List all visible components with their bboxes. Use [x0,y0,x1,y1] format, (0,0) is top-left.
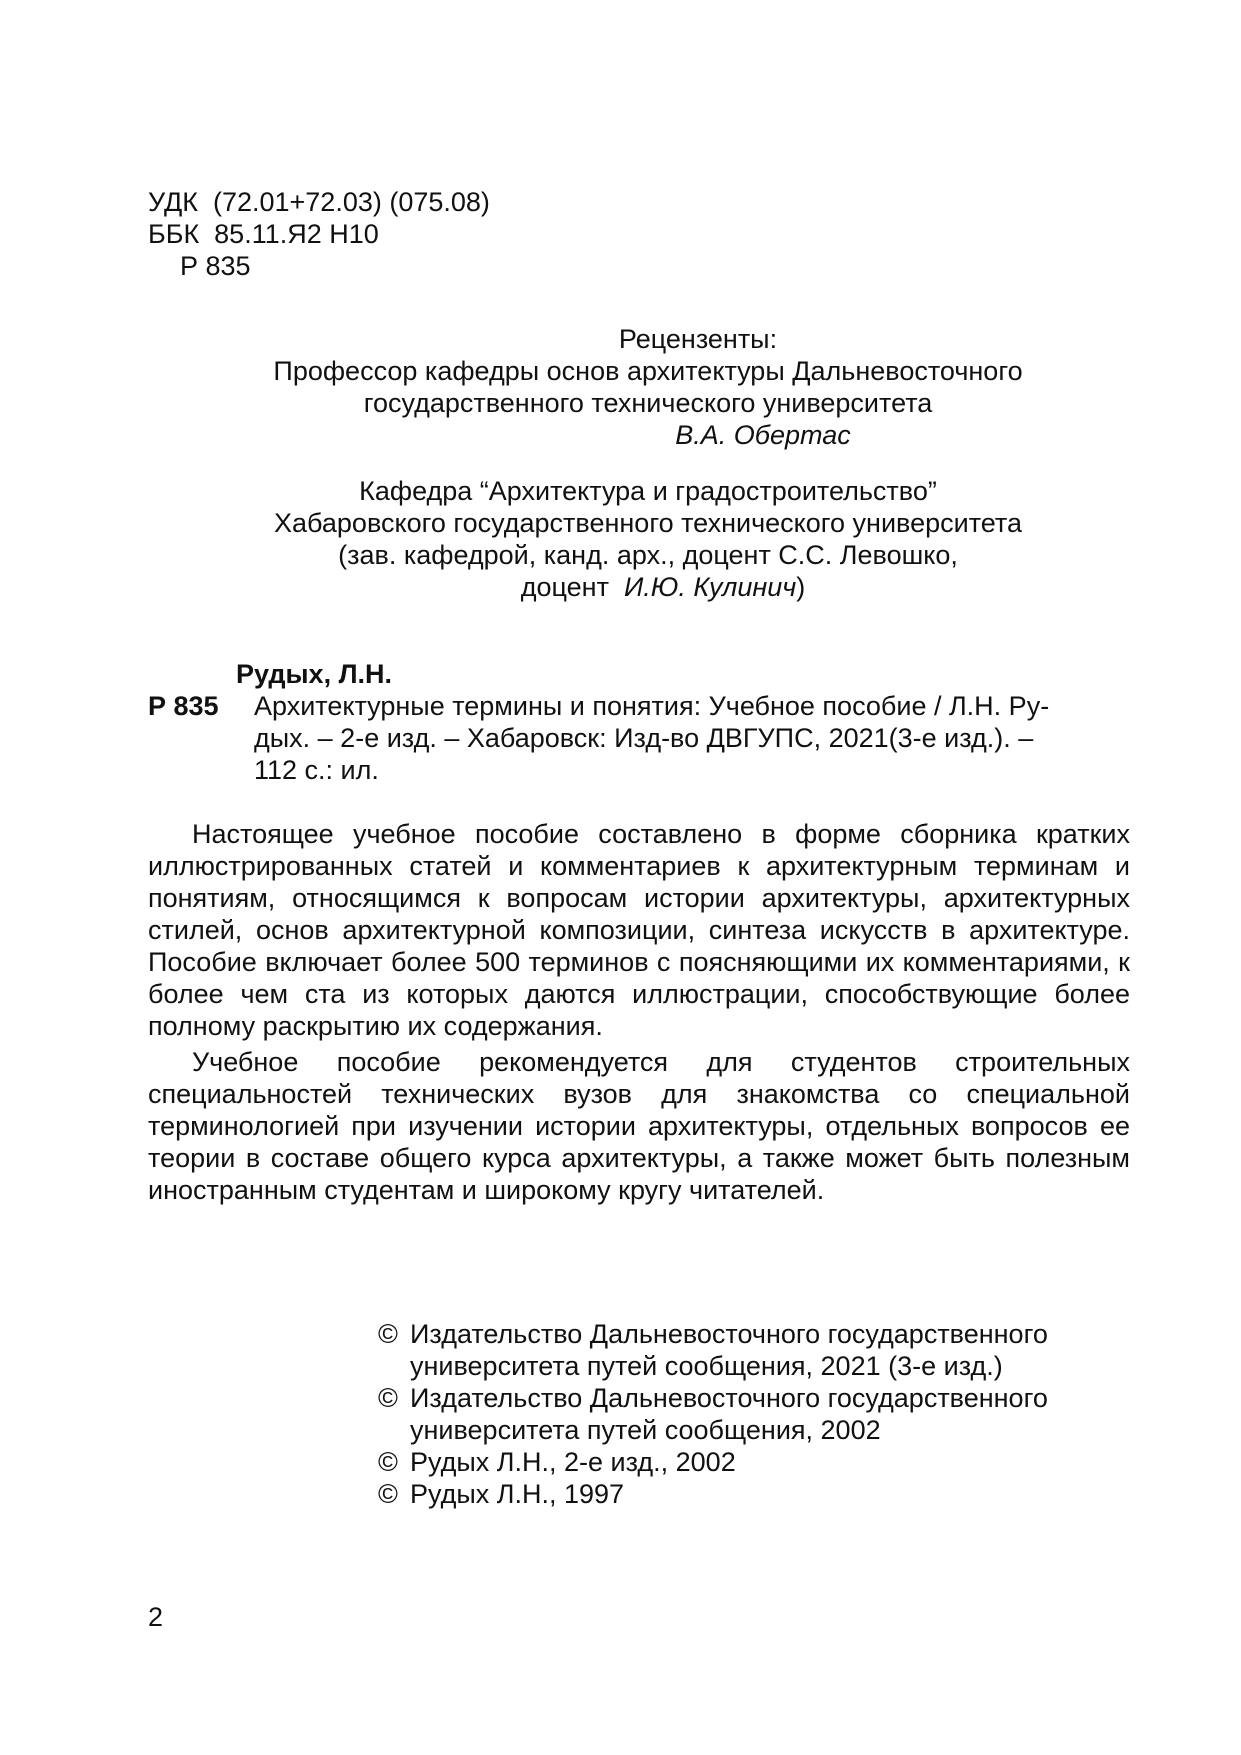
reviewer2-line3: (зав. кафедрой, канд. арх., доцент С.С. Левошко, [338,540,958,570]
copyright-symbol: © [378,1383,398,1413]
reviewer1-line2: государственного технического университета [363,388,933,418]
copyright-symbol: © [378,1319,398,1349]
copyright-text: Рудых Л.Н., 1997 [410,1479,625,1509]
copyright-text: Издательство Дальневосточного государственного университета путей сообщения, 2002 [410,1383,1048,1445]
abstract [148,818,1130,1206]
reviewers-spacer [148,451,1148,475]
bbk-code: ББК 85.11.Я2 Н10 [148,219,379,249]
reviewers-heading: Рецензенты: [618,324,778,354]
reviewer2-line1: Кафедра “Архитектура и градостроительство” [359,476,937,506]
copyright-item [378,1318,1138,1382]
reviewer1-line1: Профессор кафедры основ архитектуры Дальневосточного [273,356,1023,386]
copyright-item [378,1478,1138,1510]
biblio-line1: Архитектурные термины и понятия: Учебное пособие / Л.Н. Ру- [254,691,1050,721]
copyright-symbol: © [378,1447,398,1477]
copyright-text: Издательство Дальневосточного государственного университета путей сообщения, 2021 (3-е изд.) [410,1319,1048,1381]
reviewers-block [148,323,1148,603]
page-number: 2 [148,1602,164,1632]
biblio-line3: 112 с.: ил. [254,755,379,785]
reviewer2-line4-suffix: ) [796,572,806,602]
reviewer1-name: В.А. Обертас [675,420,851,450]
biblio-author: Рудых, Л.Н. [236,659,393,689]
abstract-paragraph-2: Учебное пособие рекомендуется для студентов строительных специальностей технических вузов для знакомства со специальной терминологией при изучении истории архитектуры, отдельных вопросов ее теории в составе общего курса архитектуры, а также может быть полезным иностранным студентам и широкому кругу читателей. [148,1047,1130,1205]
reviewer2-line2: Хабаровского государственного технического университета [274,508,1022,538]
udk-code: УДК (72.01+72.03) (075.08) [148,187,490,217]
copyright-block [378,1318,1138,1510]
abstract-paragraph-1: Настоящее учебное пособие составлено в форме сборника кратких иллюстрированных статей и комментариев к архитектурным терминам и понятиям, относящимся к вопросам истории архитектуры, архитектурных стилей, основ архитектурной композиции, синтеза искусств в архитектуре. Пособие включает более 500 терминов с поясняющими их комментариями, к более чем ста из которых даются иллюстрации, способствующие более полному раскрытию их содержания. [148,819,1130,1041]
author-sign: Р 835 [180,251,251,281]
biblio-code: Р 835 [148,691,219,721]
reviewer2-name: И.Ю. Кулинич [623,572,797,602]
biblio-entry [148,690,1128,786]
biblio-line2: дых. – 2-е изд. – Хабаровск: Изд-во ДВГУПС, 2021(3-е изд.). – [254,723,1034,753]
classification-codes [148,186,748,282]
reviewer2-line4-prefix: доцент [520,572,624,602]
reviewer2-line4 [148,571,1148,603]
copyright-item [378,1382,1138,1446]
bibliographic-record [148,658,1128,786]
copyright-text: Рудых Л.Н., 2-е изд., 2002 [410,1447,736,1477]
copyright-item [378,1446,1138,1478]
copyright-symbol: © [378,1479,398,1509]
